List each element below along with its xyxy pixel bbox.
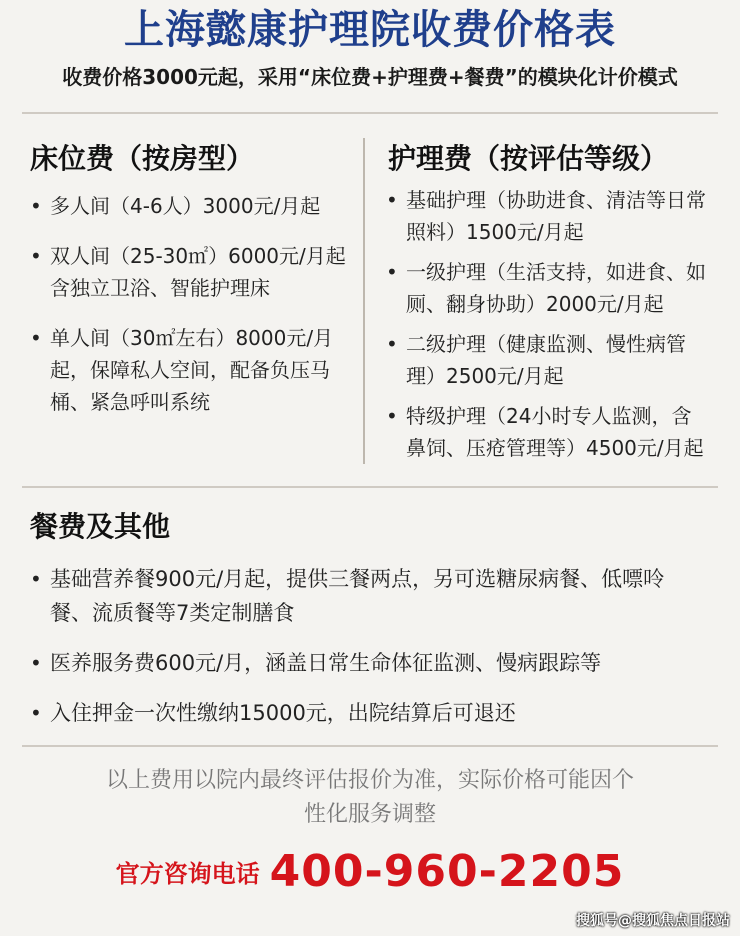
bed-item-text: 单人间（30㎡左右）8000元/月起，保障私人空间，配备负压马桶、紧急呼叫系统 [50,326,334,414]
list-item [384,256,706,320]
meal-item-text: 入住押金一次性缴纳15000元，出院结算后可退还 [50,701,516,725]
bullet-icon: • [386,260,398,284]
list-item [28,562,700,630]
bed-item-text: 双人间（25-30㎡）6000元/月起含独立卫浴、智能护理床 [50,244,346,300]
care-item-text: 二级护理（健康监测、慢性病管理）2500元/月起 [406,332,686,388]
column-divider [363,138,365,464]
care-item-text: 一级护理（生活支持，如进食、如厕、翻身协助）2000元/月起 [406,260,706,316]
bullet-icon: • [30,651,42,675]
bed-fee-list [28,190,350,436]
bullet-icon: • [30,567,42,591]
bed-item-text: 多人间（4-6人）3000元/月起 [50,194,321,218]
page-title: 上海懿康护理院收费价格表 [124,7,616,53]
contact-phone[interactable]: 400-960-2205 [269,846,625,897]
meal-item-text: 基础营养餐900元/月起，提供三餐两点，另可选糖尿病餐、低嘌呤餐、流质餐等7类定制膳食 [50,567,665,625]
bullet-icon: • [386,332,398,356]
list-item [28,240,350,304]
top-divider [22,112,718,114]
bullet-icon: • [30,244,42,268]
bullet-icon: • [30,326,42,350]
bullet-icon: • [30,701,42,725]
bullet-icon: • [30,194,42,218]
page-subtitle: 收费价格3000元起，采用“床位费+护理费+餐费”的模块化计价模式 [62,65,678,89]
contact-line [0,846,740,897]
list-item [384,328,706,392]
watermark: 搜狐号@搜狐焦点日报站 [576,913,730,929]
list-item [28,696,700,730]
bottom-divider [22,745,718,747]
meal-item-text: 医养服务费600元/月，涵盖日常生命体征监测、慢病跟踪等 [50,651,602,675]
bullet-icon: • [386,404,398,428]
care-item-text: 特级护理（24小时专人监测，含鼻饲、压疮管理等）4500元/月起 [406,404,704,460]
bed-section-heading: 床位费（按房型） [30,142,255,175]
disclaimer-note: 以上费用以院内最终评估报价为准，实际价格可能因个性化服务调整 [105,768,634,827]
care-item-text: 基础护理（协助进食、清洁等日常照料）1500元/月起 [406,188,706,244]
list-item [28,190,350,222]
meal-section-heading: 餐费及其他 [30,510,171,543]
bullet-icon: • [386,188,398,212]
section-divider [22,486,718,488]
care-section-heading: 护理费（按评估等级） [388,142,669,175]
list-item [28,646,700,680]
list-item [384,184,706,248]
list-item [28,322,350,418]
list-item [384,400,706,464]
contact-label: 官方咨询电话 [115,860,260,888]
meal-fee-list [28,562,700,746]
care-fee-list [384,184,706,472]
